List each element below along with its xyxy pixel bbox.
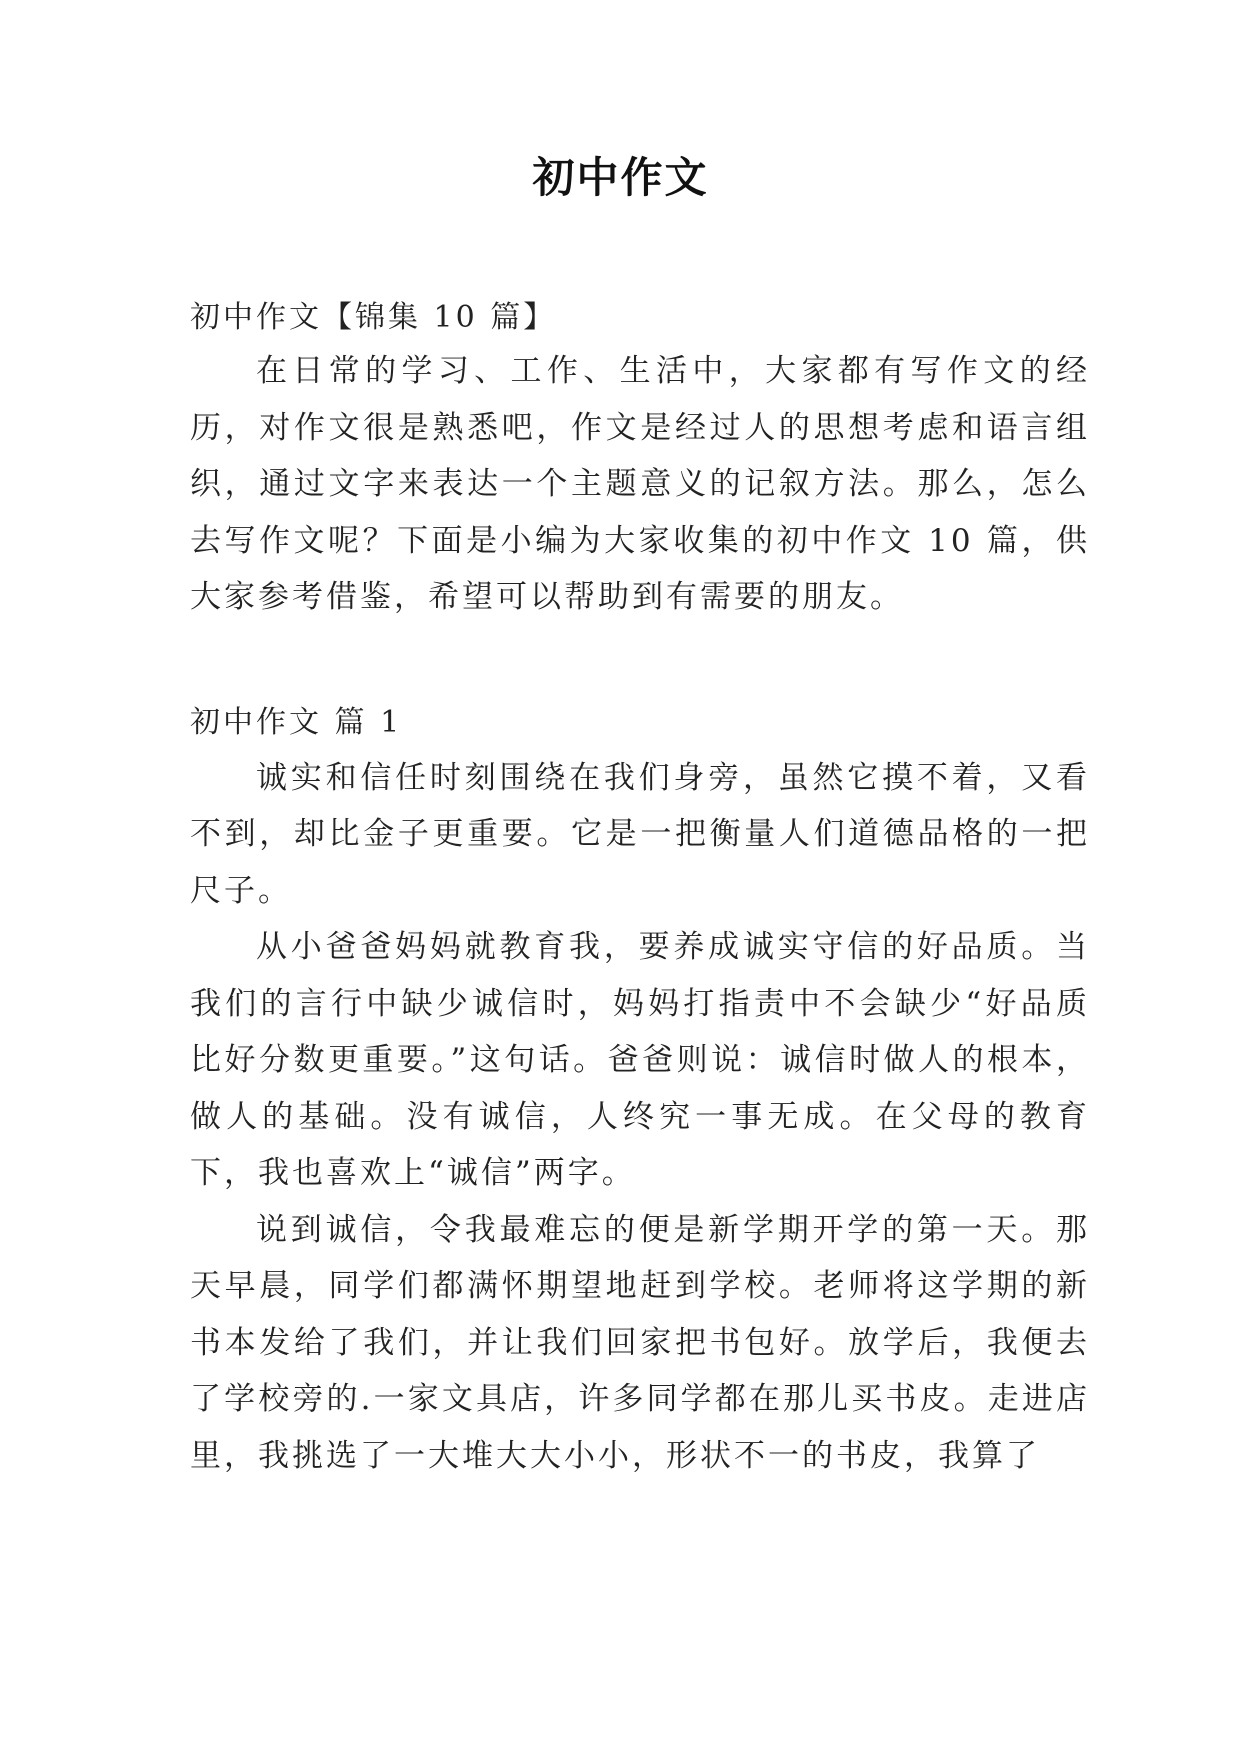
- body-paragraph-3: 说到诚信，令我最难忘的便是新学期开学的第一天。那天早晨，同学们都满怀期望地赶到学校。老师将这学期的新书本发给了我们，并让我们回家把书包好。放学后，我便去了学校旁的.一家文具店，许多同学都在那儿买书皮。走进店里，我挑选了一大堆大大小小，形状不一的书皮，我算了: [190, 1211, 1090, 1474]
- document-body: [190, 293, 1090, 1484]
- body-paragraph-2: 从小爸爸妈妈就教育我，要养成诚实守信的好品质。当我们的言行中缺少诚信时，妈妈打指责中不会缺少“好品质比好分数更重要。”这句话。爸爸则说：诚信时做人的根本，做人的基础。没有诚信，人终究一事无成。在父母的教育下，我也喜欢上“诚信”两字。: [190, 929, 1090, 1191]
- document-title: 初中作文: [532, 153, 709, 202]
- document-subtitle: 初中作文【锦集 10 篇】: [190, 300, 557, 335]
- body-paragraph-1: 诚实和信任时刻围绕在我们身旁，虽然它摸不着，又看不到，却比金子更重要。它是一把衡量人们道德品格的一把尺子。: [190, 759, 1090, 909]
- intro-paragraph: 在日常的学习、工作、生活中，大家都有写作文的经历，对作文很是熟悉吧，作文是经过人的思想考虑和语言组织，通过文字来表达一个主题意义的记叙方法。那么，怎么去写作文呢？下面是小编为大家收集的初中作文 10 篇，供大家参考借鉴，希望可以帮助到有需要的朋友。: [190, 353, 1090, 615]
- section-heading-1: 初中作文 篇 1: [190, 704, 403, 740]
